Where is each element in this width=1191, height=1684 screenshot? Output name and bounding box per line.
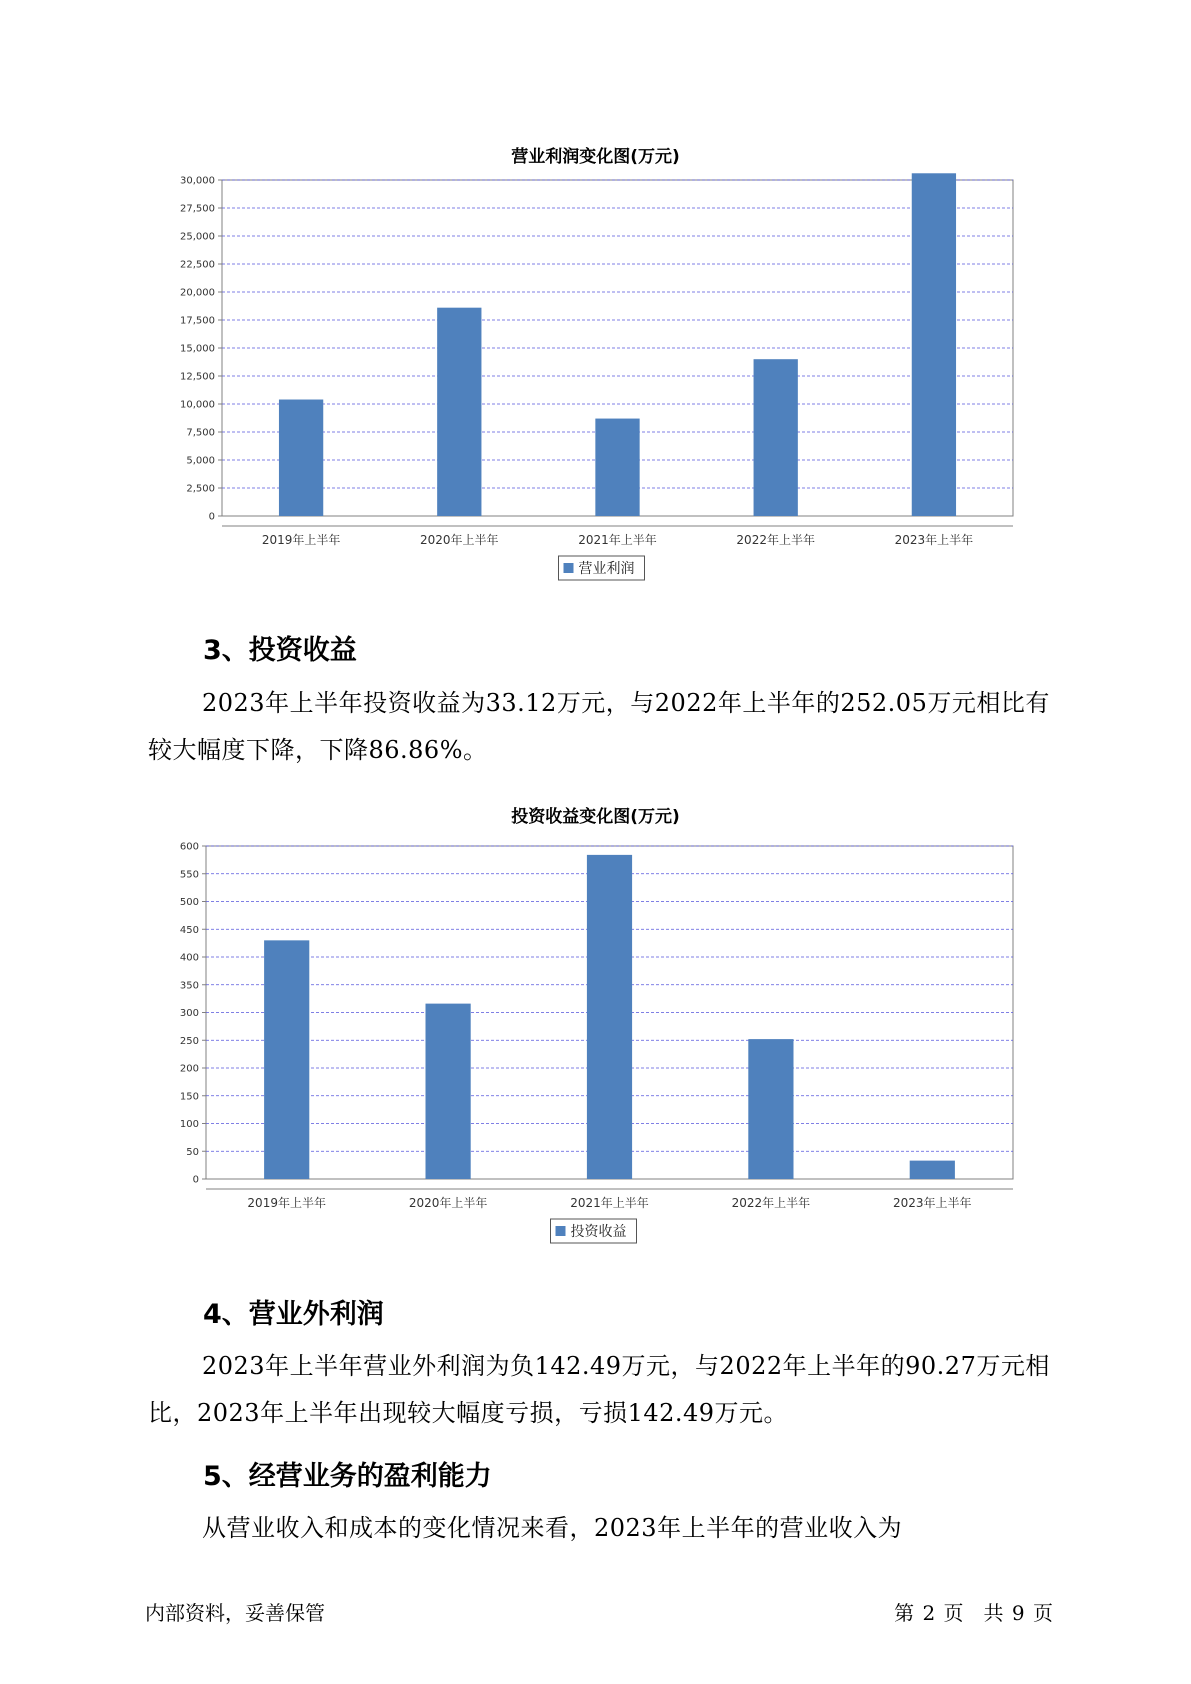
y-tick-label: 10,000: [180, 399, 215, 411]
legend-label: 营业利润: [578, 561, 635, 577]
y-tick-label: 50: [186, 1146, 199, 1158]
y-tick-label: 2,500: [186, 483, 215, 495]
bar: [587, 855, 632, 1179]
paragraph-profitability: 从营业收入和成本的变化情况来看，2023年上半年的营业收入为: [202, 1514, 903, 1542]
legend-swatch: [556, 1226, 566, 1236]
section-heading-non-operating-profit: 4、营业外利润: [203, 1299, 384, 1330]
footer-page-number: 第 2 页 共 9 页: [894, 1601, 1053, 1625]
section-heading-investment-income: 3、投资收益: [203, 635, 357, 666]
x-tick-label: 2021年上半年: [578, 533, 657, 547]
investment-income-chart: [0, 830, 1191, 1250]
paragraph-investment-income: 2023年上半年投资收益为33.12万元，与2022年上半年的252.05万元相比有较大幅度下降，下降86.86%。: [148, 689, 1050, 764]
section-heading-profitability: 5、经营业务的盈利能力: [203, 1461, 492, 1492]
y-tick-label: 250: [179, 1035, 199, 1047]
y-tick-label: 400: [179, 952, 199, 964]
y-tick-label: 600: [179, 841, 199, 853]
y-tick-label: 7,500: [186, 427, 215, 439]
y-tick-label: 150: [179, 1091, 199, 1103]
chart-title-operating-profit: 营业利润变化图(万元): [511, 147, 680, 167]
operating-profit-chart: [0, 170, 1191, 590]
y-tick-label: 17,500: [180, 315, 215, 327]
legend-label: 投资收益: [570, 1224, 627, 1240]
chart-title-investment-income: 投资收益变化图(万元): [511, 807, 680, 827]
y-tick-label: 100: [179, 1119, 199, 1130]
y-tick-label: 0: [192, 1174, 199, 1186]
paragraph-non-operating-profit: 2023年上半年营业外利润为负142.49万元，与2022年上半年的90.27万元相比，2023年上半年出现较大幅度亏损，亏损142.49万元。: [148, 1352, 1050, 1427]
x-tick-label: 2019年上半年: [261, 533, 341, 547]
x-tick-label: 2021年上半年: [570, 1196, 649, 1210]
footer-confidential-note: 内部资料，妥善保管: [145, 1601, 325, 1625]
y-tick-label: 27,500: [180, 203, 215, 215]
y-tick-label: 450: [179, 924, 199, 936]
bar: [595, 419, 639, 516]
y-tick-label: 500: [179, 897, 199, 908]
y-tick-label: 22,500: [180, 259, 215, 271]
y-tick-label: 300: [179, 1008, 199, 1019]
bar: [910, 1161, 955, 1179]
x-tick-label: 2020年上半年: [408, 1196, 488, 1210]
bar: [426, 1004, 471, 1179]
y-tick-label: 12,500: [180, 371, 215, 383]
bar: [437, 308, 481, 516]
x-tick-label: 2022年上半年: [736, 533, 815, 547]
y-tick-label: 200: [179, 1063, 199, 1075]
bar: [912, 173, 956, 516]
x-tick-label: 2020年上半年: [420, 533, 499, 547]
bar: [264, 940, 309, 1179]
y-tick-label: 30,000: [180, 175, 215, 187]
bar: [748, 1039, 793, 1179]
x-tick-label: 2023年上半年: [894, 533, 974, 547]
y-tick-label: 20,000: [180, 287, 215, 299]
y-tick-label: 350: [179, 980, 199, 992]
x-tick-label: 2023年上半年: [893, 1196, 972, 1210]
y-tick-label: 0: [208, 511, 215, 523]
legend-swatch: [564, 563, 574, 573]
x-tick-label: 2019年上半年: [247, 1196, 326, 1210]
y-tick-label: 15,000: [180, 343, 215, 355]
y-tick-label: 550: [179, 869, 199, 881]
x-tick-label: 2022年上半年: [731, 1196, 811, 1210]
y-tick-label: 5,000: [186, 455, 215, 467]
bar: [279, 400, 323, 516]
bar: [754, 359, 798, 516]
y-tick-label: 25,000: [180, 231, 215, 243]
